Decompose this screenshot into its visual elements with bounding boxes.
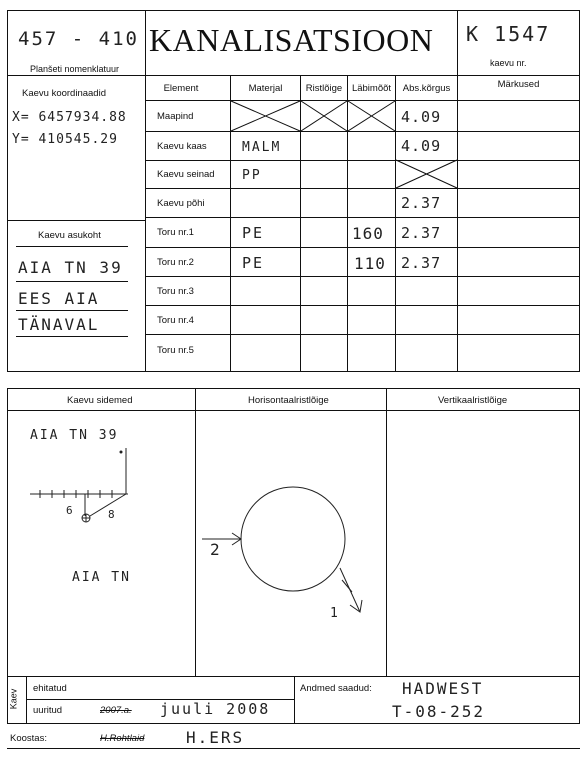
data-from-label: Andmed saadud: xyxy=(300,683,372,694)
section-header-ties: Kaevu sidemed xyxy=(67,395,133,406)
sketch-dist-b: 8 xyxy=(108,508,117,521)
row-element: Toru nr.2 xyxy=(157,256,194,268)
row-diameter: 110 xyxy=(354,253,386,273)
row-height: 2.37 xyxy=(401,194,442,212)
coords-label: Kaevu koordinaadid xyxy=(22,88,106,99)
row-material: MALM xyxy=(242,139,282,155)
compiled-label: Koostas: xyxy=(10,733,47,744)
row-element: Kaevu põhi xyxy=(157,197,205,209)
sketch-street-bottom: AIA TN xyxy=(72,570,131,585)
pipe-in-label: 2 xyxy=(210,540,222,559)
row-height: 2.37 xyxy=(401,254,442,272)
col-header-material: Materjal xyxy=(248,82,283,94)
col-header-diameter: Läbimõõt xyxy=(351,82,392,94)
row-element: Kaevu seinad xyxy=(157,169,215,180)
surveyed-label: uuritud xyxy=(33,705,63,716)
surveyed-old-value: 2007.a. xyxy=(100,705,132,716)
col-header-section: Ristlõige xyxy=(305,82,343,94)
sheet-number: 457 - 410 xyxy=(18,28,139,50)
sketch-street-top: AIA TN 39 xyxy=(30,428,119,443)
location-label: Kaevu asukoht xyxy=(38,230,101,241)
compiled-new-value: H.ERS xyxy=(186,728,245,747)
coord-x: X= 6457934.88 xyxy=(12,110,127,125)
sketch-dist-a: 6 xyxy=(66,504,75,517)
sheet-label: Planšeti nomenklatuur xyxy=(30,64,120,74)
pipe-out-label: 1 xyxy=(330,606,340,621)
section-header-vertical: Vertikaalristlõige xyxy=(438,395,508,406)
row-element: Toru nr.3 xyxy=(157,285,194,297)
row-material: PP xyxy=(242,167,262,183)
col-header-notes: Märkused xyxy=(497,78,540,90)
page-title: KANALISATSIOON xyxy=(149,22,434,58)
data-source: HADWEST xyxy=(402,679,484,698)
row-element: Toru nr.5 xyxy=(157,344,194,356)
coord-y: Y= 410545.29 xyxy=(12,132,118,147)
surveyed-new-value: juuli 2008 xyxy=(160,700,271,718)
col-header-element: Element xyxy=(163,82,199,94)
row-element: Kaevu kaas xyxy=(157,140,207,152)
well-side-label: Kaev xyxy=(8,688,19,710)
built-label: ehitatud xyxy=(33,683,67,694)
data-ref: T-08-252 xyxy=(392,702,486,721)
location-line-1: AIA TN 39 xyxy=(18,258,123,277)
row-element: Maapind xyxy=(157,110,194,122)
col-header-height: Abs.kõrgus xyxy=(402,82,451,94)
location-line-2: EES AIA xyxy=(18,289,100,308)
row-material: PE xyxy=(242,254,265,272)
row-element: Toru nr.1 xyxy=(157,227,194,238)
row-height: 4.09 xyxy=(401,137,442,155)
location-line-3: TÄNAVAL xyxy=(18,315,100,334)
row-height: 4.09 xyxy=(401,108,442,126)
row-material: PE xyxy=(242,224,265,242)
compiled-old-value: H.Rohtlaid xyxy=(100,733,145,744)
section-header-horizontal: Horisontaalristlõige xyxy=(248,395,329,406)
well-number: K 1547 xyxy=(466,22,551,46)
row-diameter: 160 xyxy=(352,223,384,243)
row-height: 2.37 xyxy=(401,224,442,242)
row-element: Toru nr.4 xyxy=(157,314,194,326)
well-label: kaevu nr. xyxy=(490,58,527,68)
